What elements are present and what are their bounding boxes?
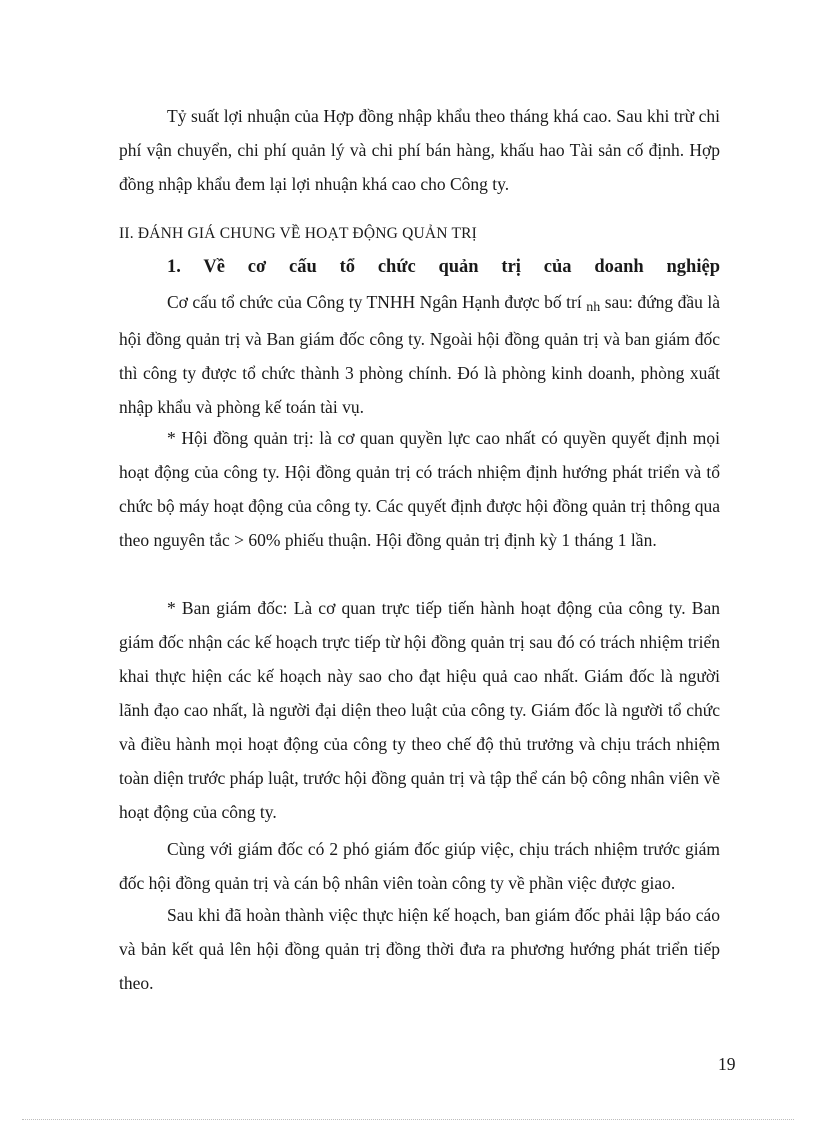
- page-number: 19: [718, 1054, 736, 1074]
- paragraph-deputy-directors: Cùng với giám đốc có 2 phó giám đốc giúp việc, chịu trách nhiệm trước giám đốc hội đồng quản trị và cán bộ nhân viên toàn công ty về phần việc được giao.: [119, 839, 720, 893]
- subheading-org-structure: 1. Về cơ cấu tổ chức quản trị của doanh nghiệp: [167, 257, 720, 277]
- paragraph-org-structure-part1: Cơ cấu tổ chức của Công ty TNHH Ngân Hạnh được bố trí: [167, 292, 587, 312]
- paragraph-profit-rate: Tỷ suất lợi nhuận của Hợp đồng nhập khẩu theo tháng khá cao. Sau khi trừ chi phí vận chuyển, chi phí quản lý và chi phí bán hàng, khấu hao Tài sản cố định. Hợp đồng nhập khẩu đem lại lợi nhuận khá cao cho Công ty.: [119, 106, 720, 194]
- paragraph-board-of-directors: * Hội đồng quản trị: là cơ quan quyền lực cao nhất có quyền quyết định mọi hoạt động của công ty. Hội đồng quản trị có trách nhiệm định hướng phát triển và tổ chức bộ máy hoạt động của công ty. Các quyết định được hội đồng quản trị thông qua theo nguyên tắc > 60% phiếu thuận. Hội đồng quản trị định kỳ 1 tháng 1 lần.: [119, 428, 720, 550]
- section-heading: II. ĐÁNH GIÁ CHUNG VỀ HOẠT ĐỘNG QUẢN TRỊ: [119, 225, 478, 242]
- paragraph-management-board: * Ban giám đốc: Là cơ quan trực tiếp tiến hành hoạt động của công ty. Ban giám đốc nhận các kế hoạch trực tiếp từ hội đồng quản trị sau đó có trách nhiệm triển khai thực hiện các kế hoạch này sao cho đạt hiệu quả cao nhất. Giám đốc là người lãnh đạo cao nhất, là người đại diện theo luật của công ty. Giám đốc là người tổ chức và điều hành mọi hoạt động của công ty theo chế độ thủ trưởng và chịu trách nhiệm toàn diện trước pháp luật, trước hội đồng quản trị và tập thể cán bộ công nhân viên về hoạt động của công ty.: [119, 598, 720, 822]
- paragraph-org-structure: [119, 285, 720, 424]
- footer-divider: [22, 1119, 794, 1120]
- paragraph-reporting: Sau khi đã hoàn thành việc thực hiện kế hoạch, ban giám đốc phải lập báo cáo và bản kết quả lên hội đồng quản trị đồng thời đưa ra phương hướng phát triển tiếp theo.: [119, 905, 720, 993]
- paragraph-org-structure-part2: sau: đứng đầu là hội đồng quản trị và Ban giám đốc công ty. Ngoài hội đồng quản trị và ban giám đốc thì công ty được tổ chức thành 3 phòng chính. Đó là phòng kinh doanh, phòng xuất nhập khẩu và phòng kế toán tài vụ.: [119, 292, 720, 417]
- paragraph-org-structure-subscript: nh: [586, 300, 601, 315]
